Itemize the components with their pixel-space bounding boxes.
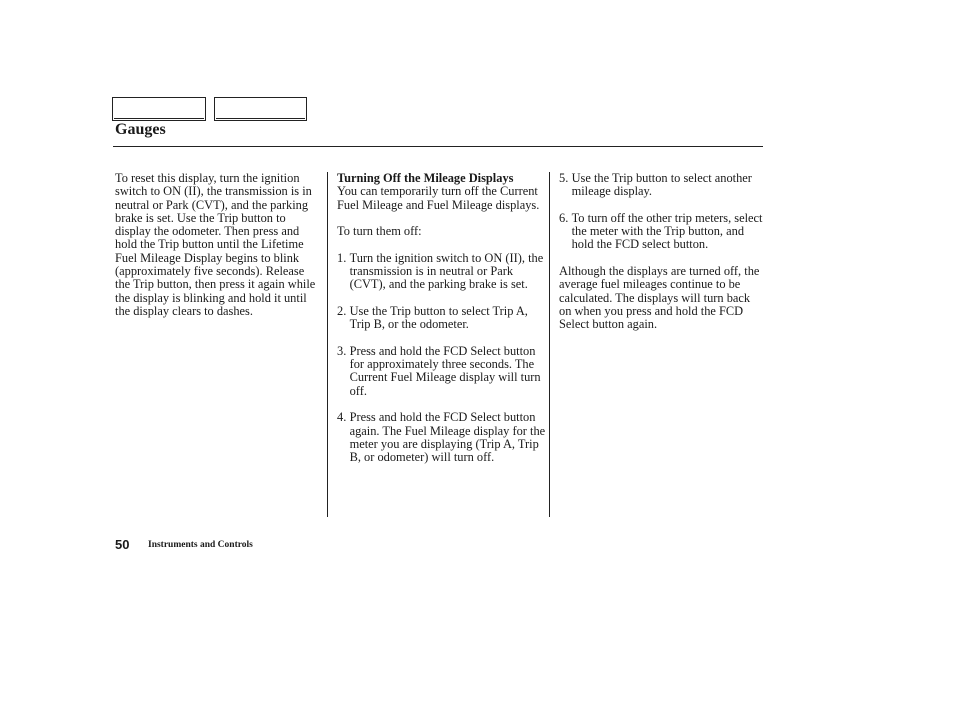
step-1 xyxy=(337,252,546,292)
step-number: 6. xyxy=(559,210,569,225)
steps-lead: To turn them off: xyxy=(337,224,422,239)
nav-tab-left[interactable] xyxy=(112,97,206,121)
step-4 xyxy=(337,411,546,464)
nav-tab-right[interactable] xyxy=(214,97,307,121)
header-divider xyxy=(113,146,763,147)
step-text: Press and hold the FCD Select button for approximately three seconds. The Current Fuel Mileage display will turn off. xyxy=(349,343,541,398)
step-text: Turn the ignition switch to ON (II), the transmission is in neutral or Park (CVT), and the parking brake is set. xyxy=(349,250,544,292)
step-3 xyxy=(337,345,546,398)
column-divider xyxy=(327,172,328,517)
page-title: Gauges xyxy=(115,121,166,138)
reset-instructions: To reset this display, turn the ignition switch to ON (II), the transmission is in neutral or Park (CVT), and the parking brake is set. Use the Trip button to display the odometer. Then press and hold the Trip button until the Lifetime Fuel Mileage Display begins to blink (approximately five seconds). Release the Trip button, then press it again while the display is blinking and hold it until the display clears to dashes. xyxy=(115,171,316,318)
step-number: 4. xyxy=(337,410,347,425)
left-column xyxy=(115,172,321,318)
middle-column xyxy=(337,172,546,465)
step-number: 5. xyxy=(559,171,569,185)
column-divider xyxy=(549,172,550,517)
closing-note: Although the displays are turned off, the average fuel mileages continue to be calculated. The displays will turn back on when you press and hold the FCD Select button again. xyxy=(559,264,760,332)
step-5 xyxy=(559,172,764,199)
step-text: Press and hold the FCD Select button again. The Fuel Mileage display for the meter you are displaying (Trip A, Trip B, or odometer) will turn off. xyxy=(349,410,546,465)
right-column xyxy=(559,172,764,332)
step-2 xyxy=(337,305,546,332)
page-number: 50 xyxy=(115,537,130,552)
section-name: Instruments and Controls xyxy=(148,540,253,550)
step-text: To turn off the other trip meters, select the meter with the Trip button, and hold the FCD select button. xyxy=(571,210,763,252)
step-text: Use the Trip button to select another mileage display. xyxy=(571,171,752,199)
step-number: 1. xyxy=(337,250,347,265)
section-intro: You can temporarily turn off the Current Fuel Mileage and Fuel Mileage displays. xyxy=(337,184,540,212)
step-6 xyxy=(559,212,764,252)
section-heading: Turning Off the Mileage Displays xyxy=(337,171,514,185)
step-text: Use the Trip button to select Trip A, Trip B, or the odometer. xyxy=(349,303,528,332)
step-number: 3. xyxy=(337,343,347,358)
step-number: 2. xyxy=(337,303,347,318)
